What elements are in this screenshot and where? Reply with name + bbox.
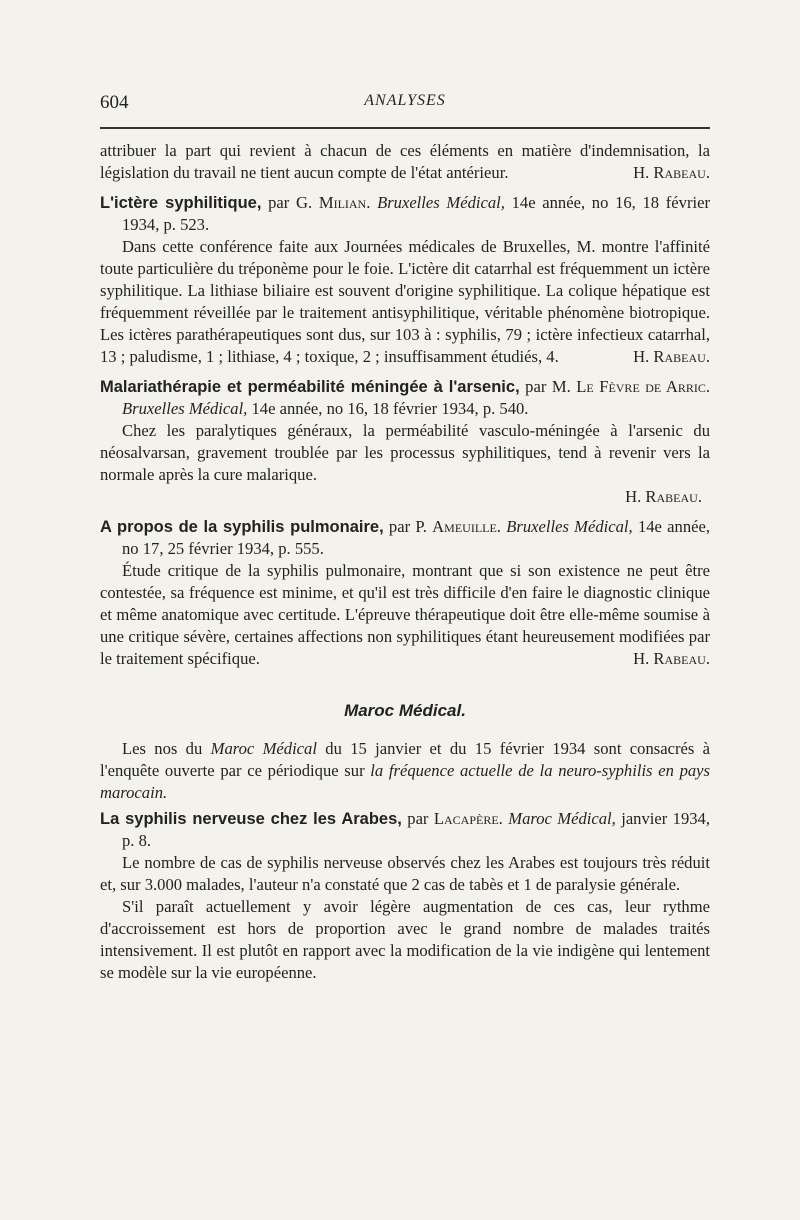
section-intro-text: Les nos du [122,739,203,758]
entry-journal: Maroc Médical, [508,809,616,828]
review-entry [100,516,710,670]
review-entry [100,192,710,368]
article-body [100,140,710,984]
entry-title: L'ictère syphilitique, [100,194,262,212]
section-intro-text-2: du 15 janvier et du 15 février 1934 sont consacrés à l'enquête ouverte par ce périodique sur [100,739,710,780]
running-title: ANALYSES [364,92,446,109]
intro-text: attribuer la part qui revient à chacun de ces éléments en matière d'indemnisation, la législation du travail ne tient aucun compte de l'état antérieur. [100,141,710,182]
review-entry [100,808,710,984]
entry-title: Malariathérapie et perméabilité méningée à l'arsenic, [100,378,520,396]
signature: H. Rabeau. [633,649,710,668]
entry-citation [100,192,710,236]
entry-body [100,560,710,670]
entry-citation [100,376,710,420]
entry-body-text: Étude critique de la syphilis pulmonaire, montrant que si son existence ne peut être contestée, sa fréquence est minime, et qu'il est très difficile d'en faire le diagnostic clinique et même anatomique avec certitude. L'épreuve thérapeutique doit être elle-même soumise à une critique sévère, certaines affections non syphilitiques étant heureusement modifiées par le traitement spécifique. [100,561,710,668]
entry-author: Lacapère. [433,809,503,828]
entry-body [100,420,710,486]
entry-title: La syphilis nerveuse chez les Arabes, [100,810,402,828]
entry-journal: Bruxelles Médical, [377,193,505,212]
entry-journal: Bruxelles Médical, [506,517,633,536]
intro-paragraph [100,140,710,184]
entry-title: A propos de la syphilis pulmonaire, [100,518,384,536]
entry-reference: 14e année, no 17, 25 février 1934, p. 555. [122,517,710,558]
entry-by: par [407,809,429,828]
section-intro-journal: Maroc Médical [210,739,317,758]
entry-body: S'il paraît actuellement y avoir légère augmentation de ces cas, leur rythme d'accroissement est hors de proportion avec le grand nombre de malades traités intensivement. Il est plutôt en rapport avec la modification de la vie indigène qui lentement se modèle sur la vie européenne. [100,897,710,982]
header-rule [100,127,710,129]
entry-by: par G. [268,193,313,212]
entry-by: par P. [388,517,427,536]
entry-author: Le Fèvre de Arric. [576,377,710,396]
section-title: Maroc Médical. [344,701,466,720]
page-number: 604 [100,92,129,113]
entry-author: Ameuille. [432,517,501,536]
signature: H. Rabeau. [633,163,710,182]
section-intro-topic: la fréquence actuelle de la neuro-syphilis en pays marocain. [100,761,710,802]
entry-body-text: Chez les paralytiques généraux, la perméabilité vasculo-méningée à l'arsenic du néosalvarsan, gravement troublée par les processus syphilitiques, tend à revenir vers la normale après la cure malarique. [100,421,710,484]
section-intro [100,738,710,804]
entry-body [100,236,710,368]
entry-body: Le nombre de cas de syphilis nerveuse observés chez les Arabes est toujours très réduit et, sur 3.000 malades, l'auteur n'a constaté que 2 cas de tabès et 1 de paralysie générale. [100,853,710,894]
entry-reference: 14e année, no 16, 18 février 1934, p. 523. [122,193,710,234]
entry-reference: 14e année, no 16, 18 février 1934, p. 540. [251,399,529,418]
entry-author: Milian. [318,193,371,212]
entry-journal: Bruxelles Médical, [122,399,248,418]
signature: H. Rabeau. [625,487,702,506]
entry-by: par M. [525,377,571,396]
entry-citation [100,808,710,852]
entry-reference: janvier 1934, p. 8. [122,809,711,850]
review-entry [100,376,710,508]
entry-body-text: Dans cette conférence faite aux Journées médicales de Bruxelles, M. montre l'affinité toute particulière du tréponème pour le foie. L'ictère dit catarrhal est fréquemment un ictère syphilitique. La lithiase biliaire est souvent d'origine syphilitique. La colique hépatique est fréquemment réveillée par le traitement antisyphilitique, véritable phénomène biotropique. Les ictères parathérapeutiques sont dus, sur 103 à : syphilis, 79 ; ictère infectieux catarrhal, 13 ; paludisme, 1 ; lithiase, 4 ; toxique, 2 ; insuffisamment étudiés, 4. [100,237,710,366]
entry-citation [100,516,710,560]
page-header [100,92,710,122]
signature: H. Rabeau. [633,347,710,366]
